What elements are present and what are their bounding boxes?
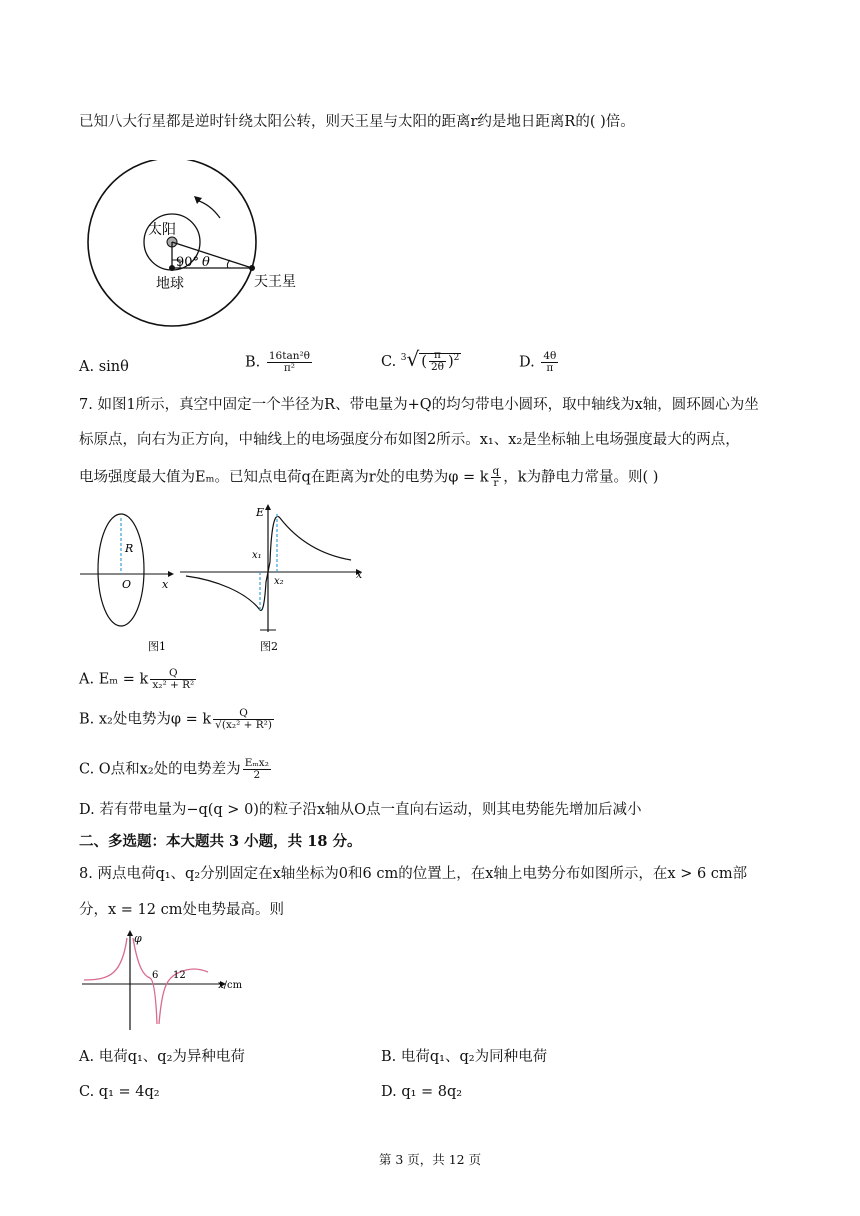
q7-option-d: D. 若有带电量为−q(q > 0)的粒子沿x轴从O点一直向右运动，则其电势能先增加后减小 <box>79 802 642 818</box>
q6-orbit-figure <box>80 160 320 340</box>
e-axis-label: E <box>256 506 265 519</box>
phi-axis-label: φ <box>134 932 142 945</box>
tick-12-label: 12 <box>173 970 186 981</box>
q6-option-b: B. $\frac{\text{16tan²θ}}{\text{π²}}$ <box>245 350 311 374</box>
tick-6-label: 6 <box>152 970 159 981</box>
q8-stem-line2: 分，x = 12 cm处电势最高。则 <box>79 902 284 918</box>
q7-stem-line2: 标原点，向右为正方向，中轴线上的电场强度分布如图2所示。x₁、x₂是坐标轴上电场强度最大的两点， <box>79 432 740 448</box>
sun-label: 太阳 <box>148 222 176 238</box>
uranus-label: 天王星 <box>254 274 296 290</box>
origin-label: O <box>122 578 132 591</box>
q8-option-b: B. 电荷q₁、q₂为同种电荷 <box>381 1049 548 1065</box>
q7-option-c: C. O点和x₂处的电势差为 $\frac{\text{Eₘx₂}}{2}$ <box>79 757 269 781</box>
q7-option-b: B. x₂处电势为φ = k $\frac{Q}{\text{√(x₂² + R²)}}$ <box>79 707 272 731</box>
q6-stem: 已知八大行星都是逆时针绕太阳公转，则天王星与太阳的距离r约是地日距离R的( )倍。 <box>79 114 635 130</box>
x-cm-axis-label: x/cm <box>218 980 243 991</box>
q7-ring-figure <box>78 508 178 656</box>
q6-option-a: A. sinθ <box>79 359 129 375</box>
q6-option-c: C. $^3$√ ( $\frac{\pi}{2\theta}$ )$^2$ <box>381 346 460 374</box>
q7-stem-line1: 7. 如图1所示，真空中固定一个半径为R、带电量为+Q的均匀带电小圆环，取中轴线为x轴，圆环圆心为坐 <box>79 397 759 413</box>
section-heading: 二、多选题：本大题共 3 小题，共 18 分。 <box>79 833 362 850</box>
x1-label: x₁ <box>252 550 262 561</box>
q6-option-d: D. $\frac{4\theta}{\pi}$ <box>519 350 557 374</box>
fig1-caption: 图1 <box>148 640 166 653</box>
q8-option-d: D. q₁ = 8q₂ <box>381 1084 463 1100</box>
q8-stem-line1: 8. 两点电荷q₁、q₂分别固定在x轴坐标为0和6 cm的位置上，在x轴上电势分布如图所示，在x > 6 cm部 <box>79 866 748 882</box>
x-axis-label-2: x <box>356 568 363 581</box>
q7-field-graph <box>176 502 376 658</box>
q7-stem-line3: 电场强度最大值为Eₘ。已知点电荷q在距离为r处的电势为φ = k $\frac{q}{r}$ ，k为静电力常量。则( ) <box>79 465 659 489</box>
q8-potential-graph <box>80 928 250 1034</box>
angle-90-label: 90° <box>176 255 200 270</box>
x-axis-label: x <box>162 578 169 591</box>
fig2-caption: 图2 <box>260 640 278 653</box>
earth-label: 地球 <box>156 276 184 292</box>
x2-label: x₂ <box>274 576 284 587</box>
q8-option-a: A. 电荷q₁、q₂为异种电荷 <box>79 1049 245 1065</box>
radius-label: R <box>125 542 134 555</box>
q7-option-a: A. Eₘ = k $\frac{Q}{\text{x₂² + R²}}$ <box>79 667 195 691</box>
page-footer: 第 3 页，共 12 页 <box>378 1152 482 1167</box>
angle-theta-label: θ <box>202 255 210 270</box>
q8-option-c: C. q₁ = 4q₂ <box>79 1084 160 1100</box>
